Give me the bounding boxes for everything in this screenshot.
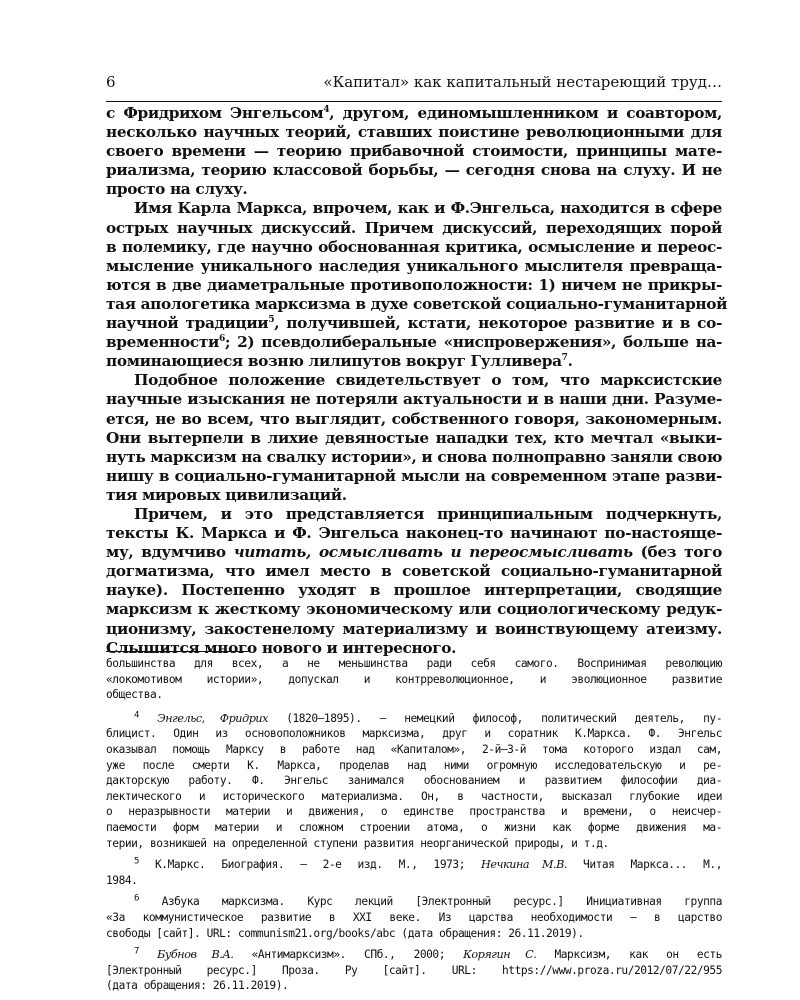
- footnote-author: Нечкина М.В.: [481, 858, 567, 872]
- text-line: тая апологетика марксизма в духе советской социально-гуманитарной: [106, 294, 728, 313]
- footnote-author: Корягин С.: [463, 948, 537, 962]
- text-line: научной традиции$^5$, получившей, кстати, некоторое развитие и в со-: [106, 314, 722, 333]
- footnote-5: [106, 857, 722, 888]
- footnote-author: Бубнов В.А.: [157, 948, 234, 962]
- text-line: [Электронный ресурс.] Проза. Ру [сайт]. URL: https://www.proza.ru/2012/07/22/955: [106, 963, 722, 977]
- footnote-mark: 6: [134, 893, 139, 904]
- text-line: уже после смерти К. Маркса, проделав над ними огромную исследовательскую и ре-: [106, 758, 722, 772]
- paragraph: [106, 104, 722, 199]
- text-line: просто на слуху.: [106, 180, 248, 199]
- text-line: лектического и исторического материализма. Он, в частности, высказал глубокие идеи: [106, 789, 722, 803]
- text-line: паемости форм материи и сложном строении атома, о жизни как форме движения ма-: [106, 820, 722, 834]
- text-line: оказывал помощь Марксу в работе над «Капиталом», 2-й–3-й тома которого издал сам,: [106, 742, 722, 756]
- text-line: нишу в социально-гуманитарной мысли на современном этапе разви-: [106, 466, 722, 485]
- text-line: дакторскую работу. Ф. Энгельс занимался обоснованием и развитием философии диа-: [106, 774, 722, 788]
- page-number: 6: [106, 73, 116, 91]
- footnote-mark: 5: [134, 856, 139, 867]
- text-line: своего времени — теорию прибавочной стоимости, принципы мате-: [106, 142, 722, 161]
- footnote-ref[interactable]: 7: [561, 353, 568, 364]
- text-line: (дата обращения: 26.11.2019).: [106, 979, 289, 993]
- text-line: временности$^6$; 2) псевдолиберальные «ниспровержения», больше на-: [106, 333, 722, 352]
- footnote-ref[interactable]: 4: [323, 104, 330, 115]
- text-line: «За коммунистическое развитие в XXI веке. Из царства необходимости — в царство: [106, 910, 722, 924]
- footnote-separator: [106, 651, 250, 652]
- text-line: общества.: [106, 688, 163, 702]
- text-line: Подобное положение свидетельствует о том, что марксистские: [134, 371, 722, 390]
- text-line: му, вдумчиво читать, осмысливать и переосмысливать (без того: [106, 543, 722, 562]
- text-line: ются в две диаметральные противоположности: 1) ничем не прикры-: [106, 275, 722, 294]
- text-line: «локомотивом истории», допускал и контрреволюционное, и эволюционное развитие: [106, 672, 722, 686]
- footnote-4: [106, 711, 722, 851]
- paragraph: [106, 505, 722, 658]
- text-line: Имя Карла Маркса, впрочем, как и Ф.Энгельса, находится в сфере: [134, 199, 722, 218]
- text-line: нуть марксизм на свалку истории», и снова полноправно заняли свою: [106, 447, 723, 466]
- header-rule: [106, 101, 722, 102]
- text-line: догматизма, что имел место в советской социально-гуманитарной: [106, 562, 722, 581]
- footnote-ref[interactable]: 6: [218, 334, 225, 345]
- running-title: «Капитал» как капитальный нестареющий труд…: [323, 73, 722, 91]
- text-line: $^5$ К.Маркс. Биография. — 2-е изд. М., 1973; Нечкина М.В. Читая Маркса... М.,: [134, 856, 722, 872]
- footnote-continuation: [106, 656, 722, 703]
- text-line: $^4$ Энгельс, Фридрих (1820–1895). — немецкий философ, политический деятель, пу-: [134, 710, 722, 725]
- text-line: научные изыскания не потеряли актуальности и в наши дни. Разуме-: [106, 390, 722, 409]
- footnote-mark: 7: [134, 946, 139, 957]
- main-text: [106, 104, 728, 658]
- text-line: блицист. Один из основоположников марксизма, друг и соратник К.Маркса. Ф. Энгельс: [106, 727, 722, 741]
- footnote-ref[interactable]: 5: [268, 314, 275, 325]
- paragraph: [106, 371, 722, 505]
- text-line: риализма, теорию классовой борьбы, — сегодня снова на слуху. И не: [106, 161, 722, 180]
- text-line: свободы [сайт]. URL: communism21.org/books/abc (дата обращения: 26.11.2019).: [106, 926, 584, 940]
- text-line: ется, не во всем, что выглядит, собственного говоря, закономерным.: [106, 409, 722, 428]
- text-line: о неразрывности материи и движения, о единстве пространства и времени, о неисчер-: [106, 805, 722, 819]
- text-line: Они вытерпели в лихие девяностые нападки тех, кто мечтал «выки-: [106, 428, 722, 447]
- text-line: науке). Постепенно уходят в прошлое интерпретации, сводящие: [106, 581, 722, 600]
- footnote-author: Энгельс, Фридрих: [157, 711, 269, 725]
- text-line: тексты К. Маркса и Ф. Энгельса наконец-то начинают по-настояще-: [106, 524, 722, 543]
- footnote-6: [106, 894, 722, 941]
- text-line: Слышится много нового и интересного.: [106, 638, 457, 657]
- text-line: тия мировых цивилизаций.: [106, 485, 347, 504]
- text-line: терии, возникшей на определенной ступени развития неорганической природы, и т.д.: [106, 836, 609, 850]
- footnote-7: [106, 947, 722, 994]
- italic-emphasis: читать, осмысливать и переосмысливать: [233, 543, 633, 562]
- text-line: поминающиеся возню лилипутов вокруг Гулливера$^7$.: [106, 352, 573, 371]
- text-line: мысление уникального наследия уникального мыслителя превраща-: [106, 256, 722, 275]
- text-line: $^6$ Азбука марксизма. Курс лекций [Электронный ресурс.] Инициативная группа: [134, 893, 722, 909]
- footnote-mark: 4: [134, 710, 139, 721]
- text-line: с Фридрихом Энгельсом$^4$, другом, единомышленником и соавтором,: [106, 104, 722, 122]
- text-line: несколько научных теорий, ставших поистине революционными для: [106, 123, 722, 142]
- text-line: в полемику, где научно обоснованная критика, осмысление и переос-: [106, 237, 722, 256]
- page-header: [106, 70, 722, 94]
- text-line: ционизму, закостенелому материализму и воинствующему атеизму.: [106, 619, 722, 638]
- text-line: 1984.: [106, 873, 138, 887]
- text-line: Причем, и это представляется принципиальным подчеркнуть,: [134, 504, 722, 523]
- text-line: острых научных дискуссий. Причем дискуссий, переходящих порой: [106, 218, 722, 237]
- text-line: большинства для всех, а не меньшинства ради себя самого. Воспринимая революцию: [106, 657, 722, 670]
- paragraph: [106, 199, 728, 371]
- text-line: $^7$ Бубнов В.А. «Антимарксизм». СПб., 2000; Корягин С. Марксизм, как он есть: [134, 946, 722, 962]
- text-line: марксизм к жесткому экономическому или социологическому редук-: [106, 600, 722, 619]
- footnotes: [106, 656, 722, 1000]
